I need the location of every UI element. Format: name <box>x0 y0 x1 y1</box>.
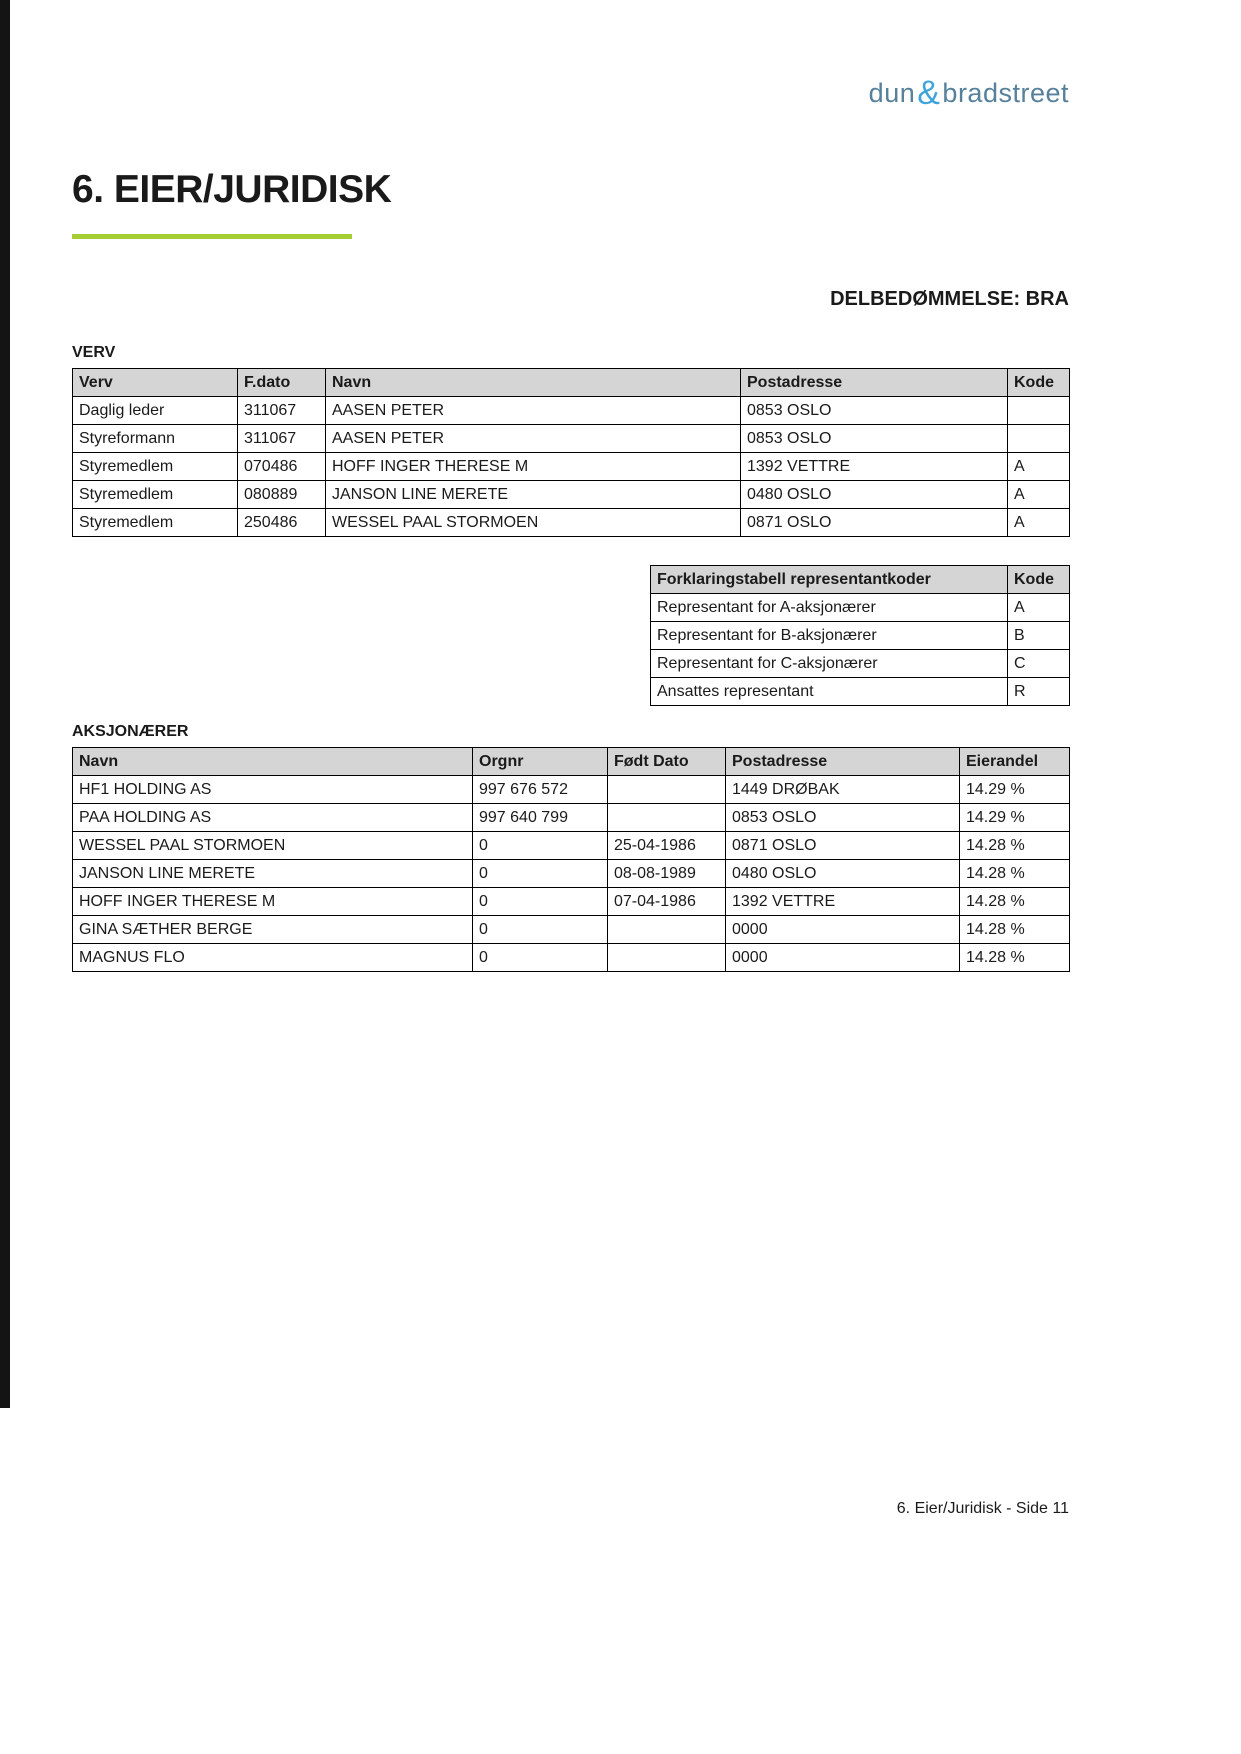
table-cell: HF1 HOLDING AS <box>73 776 473 804</box>
column-header: Verv <box>73 369 238 397</box>
table-cell: 1449 DRØBAK <box>726 776 960 804</box>
assessment-text: DELBEDØMMELSE: BRA <box>830 288 1069 310</box>
table-cell: 250486 <box>238 509 326 537</box>
table-cell: 14.28 % <box>960 944 1070 972</box>
verv-section-label: VERV <box>72 344 116 361</box>
table-row <box>73 944 1070 972</box>
table-cell: 0 <box>473 888 608 916</box>
table-cell <box>608 776 726 804</box>
table-cell: AASEN PETER <box>326 425 741 453</box>
table-cell: Representant for B-aksjonærer <box>651 622 1008 650</box>
table-cell: 0000 <box>726 944 960 972</box>
table-cell: WESSEL PAAL STORMOEN <box>326 509 741 537</box>
table-cell: PAA HOLDING AS <box>73 804 473 832</box>
column-header: Navn <box>73 748 473 776</box>
dun-bradstreet-logo <box>869 72 1069 111</box>
column-header: Postadresse <box>741 369 1008 397</box>
table-cell: 14.29 % <box>960 776 1070 804</box>
table-cell: 0480 OSLO <box>726 860 960 888</box>
logo-text-dun: dun <box>868 78 916 108</box>
table-cell: JANSON LINE MERETE <box>326 481 741 509</box>
table-row <box>73 397 1070 425</box>
table-cell: Representant for A-aksjonærer <box>651 594 1008 622</box>
table-cell: MAGNUS FLO <box>73 944 473 972</box>
column-header: Eierandel <box>960 748 1070 776</box>
table-row <box>73 776 1070 804</box>
table-cell: 0871 OSLO <box>741 509 1008 537</box>
table-cell: A <box>1008 509 1070 537</box>
table-row <box>73 888 1070 916</box>
table-cell: Styremedlem <box>73 453 238 481</box>
table-cell: 14.29 % <box>960 804 1070 832</box>
title-accent-line <box>72 234 352 239</box>
table-row <box>651 594 1070 622</box>
table-cell: 0 <box>473 860 608 888</box>
table-cell: 0000 <box>726 916 960 944</box>
table-cell: 14.28 % <box>960 860 1070 888</box>
table-cell: JANSON LINE MERETE <box>73 860 473 888</box>
table-cell: WESSEL PAAL STORMOEN <box>73 832 473 860</box>
table-cell: 997 640 799 <box>473 804 608 832</box>
table-cell: 0 <box>473 832 608 860</box>
table-cell: 0 <box>473 916 608 944</box>
table-cell: A <box>1008 594 1070 622</box>
aksjonaerer-section-label: AKSJONÆRER <box>72 723 189 740</box>
table-row <box>73 832 1070 860</box>
table-cell: 0 <box>473 944 608 972</box>
table-row <box>73 481 1070 509</box>
table-cell: A <box>1008 481 1070 509</box>
table-cell: 07-04-1986 <box>608 888 726 916</box>
aksjonaerer-table <box>72 747 1070 972</box>
table-cell: A <box>1008 453 1070 481</box>
table-cell <box>608 944 726 972</box>
column-header: Forklaringstabell representantkoder <box>651 566 1008 594</box>
table-cell: HOFF INGER THERESE M <box>73 888 473 916</box>
table-row <box>73 916 1070 944</box>
table-cell: 070486 <box>238 453 326 481</box>
table-cell: Representant for C-aksjonærer <box>651 650 1008 678</box>
page-footer: 6. Eier/Juridisk - Side 11 <box>896 1500 1069 1517</box>
table-cell: HOFF INGER THERESE M <box>326 453 741 481</box>
table-cell: 311067 <box>238 425 326 453</box>
page-title: 6. EIER/JURIDISK <box>72 168 392 211</box>
table-cell: 1392 VETTRE <box>726 888 960 916</box>
table-row <box>651 622 1070 650</box>
table-cell: 08-08-1989 <box>608 860 726 888</box>
column-header: Navn <box>326 369 741 397</box>
table-cell: Daglig leder <box>73 397 238 425</box>
table-cell: 25-04-1986 <box>608 832 726 860</box>
column-header: Født Dato <box>608 748 726 776</box>
table-cell: Styreformann <box>73 425 238 453</box>
table-cell: Ansattes representant <box>651 678 1008 706</box>
table-cell: R <box>1008 678 1070 706</box>
page-edge-bar <box>0 0 10 1408</box>
table-cell <box>1008 425 1070 453</box>
representantkoder-table <box>650 565 1070 706</box>
table-cell: 080889 <box>238 481 326 509</box>
table-cell: C <box>1008 650 1070 678</box>
table-row <box>73 509 1070 537</box>
column-header: Orgnr <box>473 748 608 776</box>
table-header-row <box>73 748 1070 776</box>
table-cell: 14.28 % <box>960 832 1070 860</box>
table-row <box>73 860 1070 888</box>
table-cell: 311067 <box>238 397 326 425</box>
column-header: Kode <box>1008 566 1070 594</box>
table-row <box>73 425 1070 453</box>
table-cell: Styremedlem <box>73 509 238 537</box>
column-header: Kode <box>1008 369 1070 397</box>
table-cell: 0480 OSLO <box>741 481 1008 509</box>
table-cell: GINA SÆTHER BERGE <box>73 916 473 944</box>
table-row <box>651 650 1070 678</box>
table-cell: 14.28 % <box>960 888 1070 916</box>
table-cell: 0853 OSLO <box>741 397 1008 425</box>
table-row <box>73 804 1070 832</box>
table-cell: 0871 OSLO <box>726 832 960 860</box>
verv-table <box>72 368 1070 537</box>
table-cell <box>608 916 726 944</box>
table-cell <box>608 804 726 832</box>
logo-ampersand-icon: & <box>917 74 941 112</box>
table-cell: B <box>1008 622 1070 650</box>
table-cell: 14.28 % <box>960 916 1070 944</box>
table-cell: AASEN PETER <box>326 397 741 425</box>
table-header-row <box>651 566 1070 594</box>
table-cell: 0853 OSLO <box>726 804 960 832</box>
table-cell <box>1008 397 1070 425</box>
column-header: Postadresse <box>726 748 960 776</box>
table-cell: Styremedlem <box>73 481 238 509</box>
table-row <box>73 453 1070 481</box>
table-cell: 1392 VETTRE <box>741 453 1008 481</box>
table-cell: 0853 OSLO <box>741 425 1008 453</box>
table-cell: 997 676 572 <box>473 776 608 804</box>
logo-text-bradstreet: bradstreet <box>942 78 1069 108</box>
column-header: F.dato <box>238 369 326 397</box>
table-header-row <box>73 369 1070 397</box>
table-row <box>651 678 1070 706</box>
